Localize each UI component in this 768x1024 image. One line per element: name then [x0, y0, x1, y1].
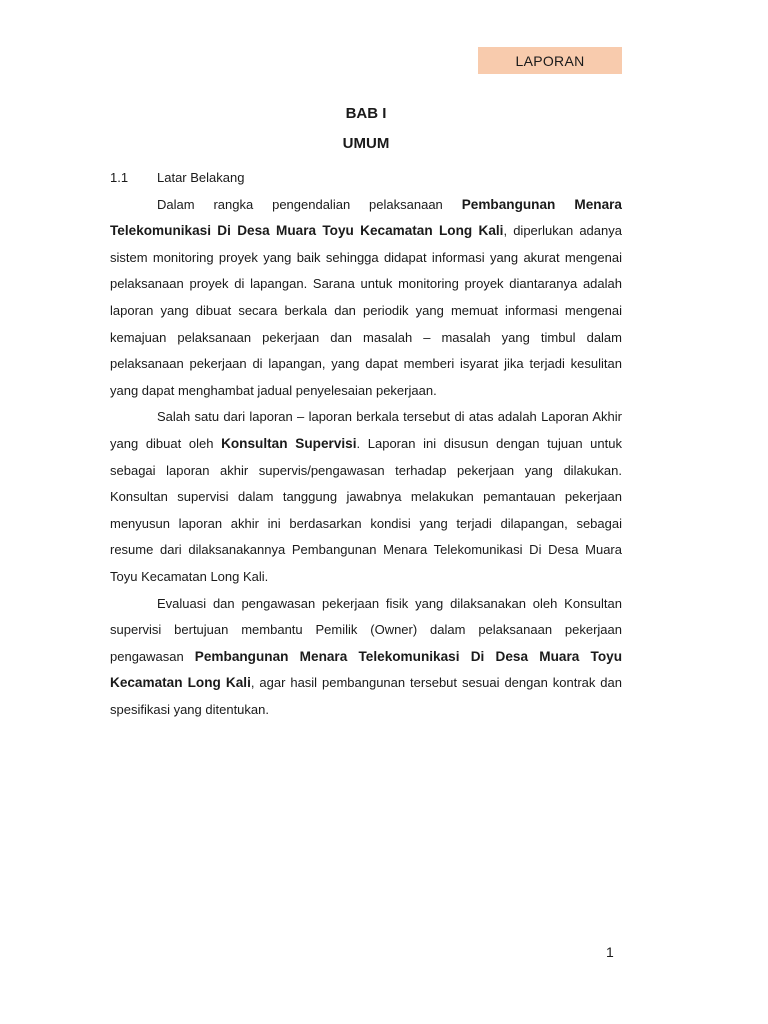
consultant-emphasis: Konsultan Supervisi	[221, 435, 357, 451]
paragraph-1-intro: Dalam rangka pengendalian pelaksanaan	[157, 196, 462, 212]
section-number: 1.1	[110, 170, 129, 185]
report-label-badge	[478, 47, 622, 74]
page-number: 1	[606, 944, 614, 960]
project-name-emphasis-2: Pembangunan Menara Telekomunikasi Di Desa Muara Toyu Kecamatan Long Kali	[110, 648, 622, 691]
chapter-title: UMUM	[342, 135, 390, 152]
chapter-number: BAB I	[345, 105, 387, 122]
paragraph-2-intro: Salah satu dari laporan – laporan berkala tersebut di atas adalah Laporan Akhir yang dibuat oleh	[110, 409, 622, 451]
project-name-emphasis: Pembangunan Menara Telekomunikasi Di Desa Muara Toyu Kecamatan Long Kali	[110, 196, 622, 239]
paragraph-2	[110, 404, 622, 590]
paragraph-1-body: , diperlukan adanya sistem monitoring proyek yang baik sehingga didapat informasi yang akurat mengenai pelaksanaan proyek di lapangan. Sarana untuk monitoring proyek diantaranya adalah laporan yang dibuat secara berkala dan periodik yang memuat informasi mengenai kemajuan pelaksanaan pekerjaan dan masalah – masalah yang timbul dalam pelaksanaan pekerjaan di lapangan, yang dapat memberi isyarat jika terjadi kesulitan yang dapat menghambat jadual penyelesaian pekerjaan.	[110, 223, 622, 398]
paragraph-2-body: . Laporan ini disusun dengan tujuan untuk sebagai laporan akhir supervis/pengawasan terhadap pekerjaan yang dilakukan. Konsultan supervisi dalam tanggung jawabnya melakukan pemantauan pekerjaan menyusun laporan akhir ini berdasarkan kondisi yang terjadi dilapangan, sebagai resume dari dilaksanakannya Pembangunan Menara Telekomunikasi Di Desa Muara Toyu Kecamatan Long Kali.	[110, 435, 622, 584]
section-heading	[110, 165, 622, 192]
document-body	[110, 165, 622, 723]
paragraph-3	[110, 591, 622, 724]
paragraph-1	[110, 192, 622, 405]
paragraph-3-body: , agar hasil pembangunan tersebut sesuai dengan kontrak dan spesifikasi yang ditentukan.	[110, 675, 622, 717]
section-title: Latar Belakang	[157, 170, 245, 185]
report-label-text: LAPORAN	[515, 52, 585, 69]
paragraph-3-intro: Evaluasi dan pengawasan pekerjaan fisik yang dilaksanakan oleh Konsultan supervisi bertujuan membantu Pemilik (Owner) dalam pelaksanaan pekerjaan pengawasan	[110, 595, 622, 664]
